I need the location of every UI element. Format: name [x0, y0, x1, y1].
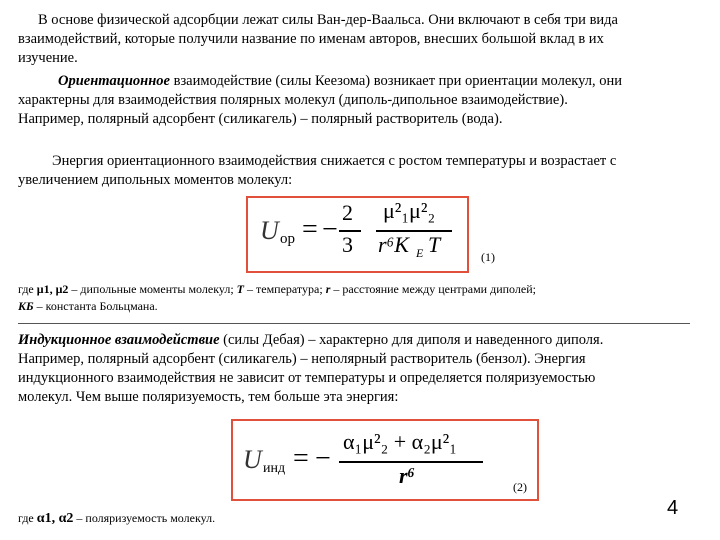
eq1-num-coef: 2 — [342, 200, 353, 225]
eq1-num-var: μ²₁μ²₂ — [383, 198, 436, 223]
eq1-minus: − — [322, 214, 338, 245]
equation-2 — [231, 419, 539, 501]
para4-line2: Например, полярный адсорбент (силикагель) – неполярный растворитель (бензол). Энергия — [18, 351, 586, 367]
equation-1-number: (1) — [481, 250, 495, 264]
eq2-numerator: α₁μ²₂ + α₂μ²₁ — [343, 429, 457, 454]
legend1-prefix: где — [18, 282, 37, 296]
equation-2-number: (2) — [513, 480, 527, 494]
legend1-mid1: – дипольные моменты молекул; — [68, 282, 237, 296]
legend2-line — [18, 510, 215, 527]
eq1-lhs-sub: ор — [280, 231, 295, 247]
eq2-minus: − — [315, 443, 331, 474]
eq2-lhs-sub: инд — [263, 461, 286, 476]
legend1-r: r — [325, 282, 331, 296]
eq1-equals: = — [302, 214, 318, 245]
legend1-kb-rest: – константа Больцмана. — [33, 299, 158, 313]
para2-line3: Например, полярный адсорбент (силикагель) – полярный растворитель (вода). — [18, 111, 503, 127]
para2-line2: характерны для взаимодействия полярных молекул (диполь-дипольное взаимодействие). — [18, 92, 568, 108]
para2-line1 — [58, 72, 622, 91]
legend1-mu: μ1, μ2 — [36, 282, 69, 296]
eq2-denominator: r⁶ — [399, 463, 416, 488]
eq1-den-var: r⁶K — [378, 232, 409, 257]
para4-line3: индукционного взаимодействия не зависит от температуры и определяется поляризуемостью — [18, 370, 596, 386]
eq2-lhs: U — [243, 445, 262, 474]
legend1-kb: KБ — [18, 299, 34, 313]
para2-line1-rest: взаимодействие (силы Кеезома) возникает при ориентации молекул, они — [169, 73, 622, 89]
para3-line2: увеличением дипольных моментов молекул: — [18, 172, 293, 188]
eq1-lhs: U — [260, 216, 279, 245]
equation-1 — [246, 196, 469, 273]
legend2-prefix: где — [18, 511, 37, 525]
eq2-equals: = — [293, 443, 309, 474]
legend1-line2 — [18, 298, 158, 315]
legend1-line1 — [18, 281, 536, 298]
divider — [18, 323, 690, 324]
eq1-den-coef: 3 — [342, 232, 353, 257]
para4-line1-rest: (силы Дебая) – характерно для диполя и наведенного диполя. — [219, 332, 604, 348]
legend1-T: T — [236, 282, 244, 296]
para1-line3: изучение. — [18, 50, 78, 66]
eq1-den-sub: E — [416, 246, 424, 260]
eq1-den-T: T — [428, 232, 441, 257]
legend1-mid3: – расстояние между центрами диполей; — [330, 282, 536, 296]
para4-line1 — [18, 331, 603, 350]
legend2-rest: – поляризуемость молекул. — [73, 511, 216, 525]
legend1-mid2: – температура; — [244, 282, 326, 296]
induction-term: Индукционное взаимодействие — [18, 332, 220, 348]
para1-line2: взаимодействий, которые получили название по именам авторов, внесших большой вклад в их — [18, 31, 604, 47]
orientational-term: Ориентационное — [58, 73, 170, 89]
para4-line4: молекул. Чем выше поляризуемость, тем больше эта энергия: — [18, 389, 399, 405]
legend2-alpha: α1, α2 — [36, 511, 74, 526]
para3-line1: Энергия ориентационного взаимодействия снижается с ростом температуры и возрастает с — [52, 153, 617, 169]
page-number: 4 — [667, 497, 679, 519]
para1-line1: В основе физической адсорбции лежат силы Ван-дер-Ваальса. Они включают в себя три вида — [38, 12, 618, 28]
